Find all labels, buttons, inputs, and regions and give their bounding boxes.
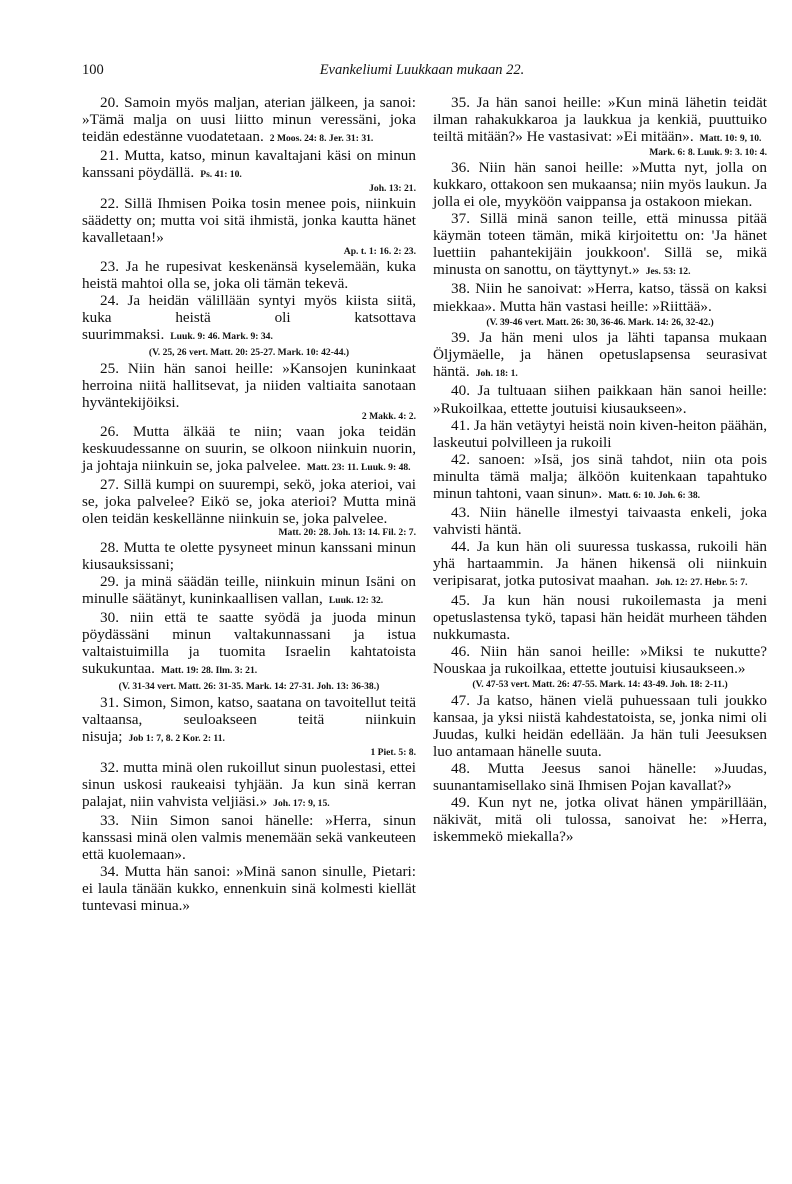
verse-text: 31. Simon, Simon, katso, saatana on tavoitellut teitä valtaansa, seuloakseen teitä niinkuin nisuja; <box>82 693 416 745</box>
cross-reference-line: 2 Makk. 4: 2. <box>361 411 416 422</box>
verse <box>433 504 767 538</box>
verse-text: 28. Mutta te olette pysyneet minun kanssani minun kiusauksissani; <box>82 538 416 573</box>
verse <box>82 423 416 476</box>
verse-text: 20. Samoin myös maljan, aterian jälkeen, ja sanoi: »Tämä malja on uusi liitto minun veressäni, joka teidän edestänne vuodatetaan. <box>82 94 416 146</box>
cross-reference: Luuk. 9: 46. Mark. 9: 34. <box>170 331 273 343</box>
verse <box>82 863 416 914</box>
verse <box>433 382 767 416</box>
cross-reference-line: Mark. 6: 8. Luuk. 9: 3. 10: 4. <box>649 147 767 159</box>
verse-text: 36. Niin hän sanoi heille: »Mutta nyt, jolla on kukkaro, ottakoon sen mukaansa; niin myös laukun. Ja jolla ei ole, myyköön vaippansa ja ostakoon miekan. <box>433 158 767 210</box>
verse-text: 40. Ja tultuaan siihen paikkaan hän sanoi heille: »Rukoilkaa, ettette joutuisi kiusaukseen». <box>433 382 767 417</box>
verse <box>82 476 416 527</box>
cross-reference: Jes. 53: 12. <box>645 266 691 278</box>
cross-reference: Luuk. 12: 32. <box>328 594 384 606</box>
verse-text: 49. Kun nyt ne, jotka olivat hänen ympärillään, näkivät, mitä oli tulossa, sanoivat he: »Herra, iskemmekö miekalla?» <box>433 794 767 846</box>
verse-text: 42. sanoen: »Isä, jos sinä tahdot, niin ota pois minulta tämä malja; älköön kuitenkaan tapahtuko minun tahtoni, vaan sinun». <box>433 450 767 502</box>
verse-text: 22. Sillä Ihmisen Poika tosin menee pois, niinkuin säädetty on; mutta voi sitä ihmistä, jonka kautta hänet kavalletaan!» <box>82 194 416 247</box>
verse-text: 26. Mutta älkää te niin; vaan joka teidän keskuudessanne on suurin, se olkoon niinkuin nuorin, ja johtaja niinkuin se, joka palvelee. <box>82 422 416 474</box>
verse <box>82 147 416 183</box>
page-header <box>82 62 762 84</box>
page-number: 100 <box>82 62 104 78</box>
running-title: Evankeliumi Luukkaan mukaan 22. <box>319 62 525 78</box>
verse <box>82 694 416 747</box>
verse <box>82 292 416 345</box>
verse-text: 46. Niin hän sanoi heille: »Miksi te nukutte? Nouskaa ja rukoilkaa, ettette joutuisi kiusaukseen.» <box>433 642 767 677</box>
verse <box>433 794 767 845</box>
verse <box>82 94 416 147</box>
verse <box>82 759 416 812</box>
verse-text: 34. Mutta hän sanoi: »Minä sanon sinulle, Pietari: ei laula tänään kukko, ennenkuin sinä kolmesti kiellät tuntevasi minua.» <box>82 863 416 915</box>
verse <box>433 692 767 760</box>
verse <box>433 329 767 382</box>
cross-reference: Matt. 19: 28. Ilm. 3: 21. <box>160 665 258 677</box>
verse-text: 43. Niin hänelle ilmestyi taivaasta enkeli, joka vahvisti häntä. <box>433 504 767 539</box>
cross-reference: Matt. 23: 11. Luuk. 9: 48. <box>306 461 411 473</box>
verse <box>433 94 767 147</box>
parallel-passage-note: (V. 47-53 vert. Matt. 26: 47-55. Mark. 14: 43-49. Joh. 18: 2-11.) <box>472 679 728 690</box>
verse <box>82 360 416 411</box>
cross-reference: Job 1: 7, 8. 2 Kor. 2: 11. <box>128 733 225 744</box>
verse <box>82 573 416 609</box>
cross-reference: Joh. 17: 9, 15. <box>273 797 330 809</box>
parallel-passage-note: (V. 25, 26 vert. Matt. 20: 25-27. Mark. 10: 42-44.) <box>148 347 350 359</box>
verse-text: 24. Ja heidän välillään syntyi myös kiista siitä, kuka heistä oli katsottava suurimmaksi. <box>82 291 416 344</box>
verse-text: 21. Mutta, katso, minun kavaltajani käsi on minun kanssani pöydällä. <box>82 147 416 182</box>
verse <box>433 210 767 280</box>
verse <box>433 643 767 677</box>
cross-reference-line: Ap. t. 1: 16. 2: 23. <box>343 246 416 258</box>
left-column <box>82 94 416 914</box>
verse <box>82 609 416 679</box>
verse-text: 27. Sillä kumpi on suurempi, sekö, joka aterioi, vai se, joka palvelee? Eikö se, joka aterioi? Mutta minä olen teidän keskellänne niinkuin se, joka palvelee. <box>82 475 416 527</box>
verse <box>82 812 416 863</box>
cross-reference: Joh. 12: 27. Hebr. 5: 7. <box>655 577 748 589</box>
cross-reference: Matt. 10: 9, 10. <box>699 133 762 145</box>
verse-text: 32. mutta minä olen rukoillut sinun puolestasi, ettei sinun uskosi raukeaisi tyhjään. Ja kun sinä kerran palajat, niin vahvista veljiäsi.» <box>82 758 416 810</box>
verse <box>82 258 416 292</box>
parallel-passage-note: (V. 39-46 vert. Matt. 26: 30, 36-46. Mark. 14: 26, 32-42.) <box>486 316 714 328</box>
right-column <box>433 94 767 845</box>
verse-text: 45. Ja kun hän nousi rukoilemasta ja meni opetuslastensa tykö, tapasi hän heidät murheen tähden nukkumasta. <box>433 591 767 643</box>
cross-reference-line: 1 Piet. 5: 8. <box>370 747 416 759</box>
verse <box>82 195 416 246</box>
verse-text: 29. ja minä säädän teille, niinkuin minun Isäni on minulle säätänyt, kuninkaallisen vallan, <box>82 572 416 607</box>
cross-reference-line: Joh. 13: 21. <box>369 183 416 195</box>
verse-text: 35. Ja hän sanoi heille: »Kun minä lähetin teidät ilman rahakukkaroa ja laukkua ja kenkiä, puuttuiko teiltä mitään?» He vastasivat: »Ei mitään». <box>433 94 767 146</box>
verse-text: 25. Niin hän sanoi heille: »Kansojen kuninkaat herroina niitä hallitsevat, ja niiden valtiaita sanotaan hyväntekijöiksi. <box>82 359 416 411</box>
verse-text: 39. Ja hän meni ulos ja lähti tapansa mukaan Öljymäelle, ja hänen opetuslapsensa seurasivat häntä. <box>433 329 767 381</box>
verse <box>82 539 416 573</box>
verse <box>433 159 767 210</box>
verse <box>433 760 767 794</box>
verse <box>433 417 767 451</box>
verse-text: 30. niin että te saatte syödä ja juoda minun pöydässäni minun valtakunnassani ja istua valtaistuimilla ja tuomita Israelin kahtatoista sukukuntaa. <box>82 608 416 678</box>
verse-text: 37. Sillä minä sanon teille, että minussa pitää käymän toteen tämän, mikä kirjoitettu on: 'Ja hänet luettiin pahantekijäin joukkoon'. Sillä se, mikä minusta on sanottu, on täyttynyt.» <box>433 210 767 279</box>
verse <box>433 280 767 314</box>
cross-reference: 2 Moos. 24: 8. Jer. 31: 31. <box>269 133 374 145</box>
verse-text: 44. Ja kun hän oli suuressa tuskassa, rukoili hän yhä hartaammin. Ja hänen hikensä oli niinkuin veripisarat, jotka putosivat maahan. <box>433 538 767 590</box>
verse-text: 33. Niin Simon sanoi hänelle: »Herra, sinun kanssasi minä olen valmis menemään sekä vankeuteen että kuolemaan». <box>82 811 416 864</box>
verse <box>433 538 767 591</box>
verse-text: 23. Ja he rupesivat keskenänsä kyselemään, kuka heistä mahtoi olla se, joka oli tämän tekevä. <box>82 257 416 292</box>
verse <box>433 451 767 504</box>
verse-text: 38. Niin he sanoivat: »Herra, katso, tässä on kaksi miekkaa». Mutta hän vastasi heille: »Riittää». <box>433 280 767 315</box>
verse <box>433 592 767 643</box>
verse-text: 41. Ja hän vetäytyi heistä noin kiven-heiton päähän, laskeutui polvilleen ja rukoili <box>433 416 767 451</box>
cross-reference: Joh. 18: 1. <box>475 368 518 380</box>
verse-text: 48. Mutta Jeesus sanoi hänelle: »Juudas, suunantamisellako sinä Ihmisen Pojan kavallat?» <box>433 759 767 794</box>
cross-reference: Matt. 6: 10. Joh. 6: 38. <box>608 489 701 501</box>
cross-reference-line: Matt. 20: 28. Joh. 13: 14. Fil. 2: 7. <box>278 527 416 539</box>
verse-text: 47. Ja katso, hänen vielä puhuessaan tuli joukko kansaa, ja yksi niistä kahdestatoista, se, jonka nimi oli Juudas, kulki heidän edellään. Ja hän tuli Jeesuksen luo antamaan hänelle suuta. <box>433 691 767 760</box>
parallel-passage-note: (V. 31-34 vert. Matt. 26: 31-35. Mark. 14: 27-31. Joh. 13: 36-38.) <box>118 681 380 693</box>
cross-reference: Ps. 41: 10. <box>200 169 242 181</box>
